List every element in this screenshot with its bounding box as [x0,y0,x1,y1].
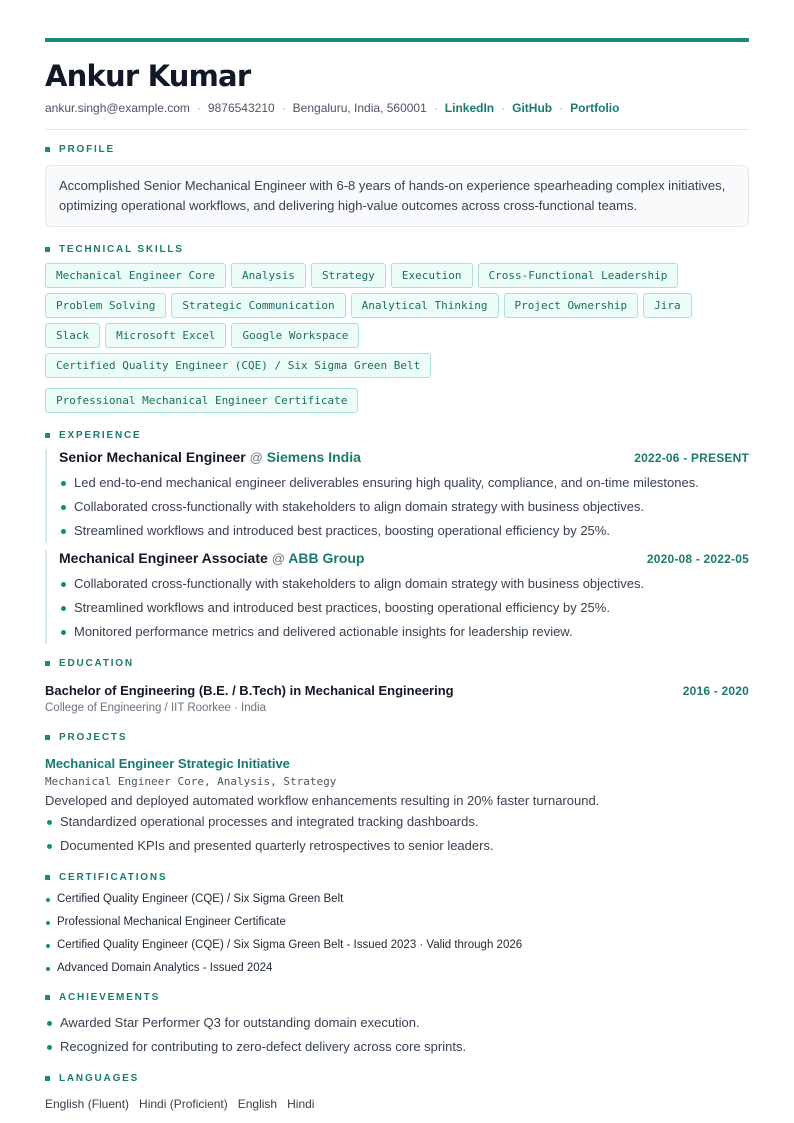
project-tech: Mechanical Engineer Core, Analysis, Strategy [45,775,337,788]
contact-line [45,101,749,115]
section-title-education: EDUCATION [45,658,749,669]
job-role: Mechanical Engineer Associate [59,550,268,566]
list-item: Professional Mechanical Engineer Certificate [45,911,749,934]
at-sign: @ [249,450,263,465]
job-header [59,449,749,465]
project-entry [45,756,749,858]
list-item: Streamlined workflows and introduced best practices, boosting operational efficiency by 25%. [59,596,749,620]
square-bullet-icon [45,1076,50,1081]
at-sign: @ [271,551,285,566]
square-bullet-icon [45,735,50,740]
list-item: Standardized operational processes and integrated tracking dashboards. [45,810,749,834]
section-title-languages: LANGUAGES [45,1073,749,1084]
list-item: Collaborated cross-functionally with stakeholders to align domain strategy with business objectives. [59,495,749,519]
section-title-experience: EXPERIENCE [45,430,749,441]
project-bullets [45,810,749,858]
list-item: Collaborated cross-functionally with stakeholders to align domain strategy with business objectives. [59,572,749,596]
education-dates: 2016 - 2020 [682,684,749,698]
job-header [59,550,749,566]
language-item: Hindi (Proficient) [139,1097,228,1111]
section-title-certifications: CERTIFICATIONS [45,872,749,883]
list-item: Led end-to-end mechanical engineer deliverables ensuring high quality, compliance, and on-time milestones. [59,471,749,495]
language-item: Hindi [287,1097,315,1111]
job-bullets [59,572,749,644]
education-header [45,683,749,698]
separator: · [559,101,564,115]
email[interactable]: ankur.singh@example.com [45,101,190,115]
list-item: Streamlined workflows and introduced best practices, boosting operational efficiency by 25%. [59,519,749,543]
square-bullet-icon [45,995,50,1000]
school: College of Engineering / IIT Roorkee · India [45,702,266,714]
job-dates: 2022-06 - PRESENT [634,451,749,465]
company-name: ABB Group [288,550,365,566]
list-item: Documented KPIs and presented quarterly retrospectives to senior leaders. [45,834,749,858]
skill-chip: Microsoft Excel [105,323,226,348]
section-title-achievements: ACHIEVEMENTS [45,992,749,1003]
list-item: Advanced Domain Analytics - Issued 2024 [45,957,749,980]
skill-chip: Strategic Communication [171,293,345,318]
skill-chip: Analytical Thinking [351,293,499,318]
accent-bar [45,38,749,42]
skills-list [45,263,749,413]
skill-chip: Professional Mechanical Engineer Certificate [45,388,358,413]
separator: · [501,101,506,115]
github-link[interactable]: GitHub [512,101,553,115]
degree: Bachelor of Engineering (B.E. / B.Tech) in Mechanical Engineering [45,683,454,698]
skill-chip: Problem Solving [45,293,166,318]
skill-chip: Slack [45,323,100,348]
skill-chip: Certified Quality Engineer (CQE) / Six Sigma Green Belt [45,353,431,378]
language-item: English [237,1097,278,1111]
linkedin-link[interactable]: LinkedIn [444,101,495,115]
job-dates: 2020-08 - 2022-05 [646,552,749,566]
candidate-name: Ankur Kumar [45,59,251,93]
company-name: Siemens India [266,449,361,465]
project-description: Developed and deployed automated workflow enhancements resulting in 20% faster turnaround. [45,793,600,808]
skill-chip: Mechanical Engineer Core [45,263,226,288]
resume-page [45,38,749,1111]
list-item: Certified Quality Engineer (CQE) / Six Sigma Green Belt - Issued 2023 · Valid through 2026 [45,934,749,957]
achievements-list [45,1011,749,1059]
language-item: English (Fluent) [45,1097,130,1111]
divider [45,129,749,130]
separator: · [433,101,438,115]
education-entry [45,683,749,714]
languages-list [45,1097,749,1111]
list-item: Awarded Star Performer Q3 for outstanding domain execution. [45,1011,749,1035]
skill-chip: Execution [391,263,473,288]
square-bullet-icon [45,661,50,666]
skill-chip: Cross-Functional Leadership [478,263,679,288]
skill-chip: Project Ownership [504,293,639,318]
certifications-list [45,888,749,980]
profile-summary: Accomplished Senior Mechanical Engineer with 6-8 years of hands-on experience spearheading complex initiatives, optimizing operational workflows, and delivering high-value outcomes across cross-functional teams. [45,165,749,227]
square-bullet-icon [45,147,50,152]
job-bullets [59,471,749,543]
job-entry [45,550,749,644]
job-title [59,449,361,465]
skill-chip: Google Workspace [231,323,359,348]
project-title: Mechanical Engineer Strategic Initiative [45,756,290,771]
section-title-profile: PROFILE [45,144,749,155]
list-item: Certified Quality Engineer (CQE) / Six Sigma Green Belt [45,888,749,911]
phone: 9876543210 [207,101,275,115]
skill-chip: Jira [643,293,692,318]
job-entry [45,449,749,543]
list-item: Monitored performance metrics and delivered actionable insights for leadership review. [59,620,749,644]
separator: · [281,101,286,115]
job-title [59,550,364,566]
skill-chip: Analysis [231,263,306,288]
square-bullet-icon [45,433,50,438]
section-title-skills: TECHNICAL SKILLS [45,244,749,255]
separator: · [196,101,201,115]
skill-chip: Strategy [311,263,386,288]
square-bullet-icon [45,247,50,252]
portfolio-link[interactable]: Portfolio [570,101,620,115]
section-title-projects: PROJECTS [45,732,749,743]
location: Bengaluru, India, 560001 [292,101,427,115]
job-role: Senior Mechanical Engineer [59,449,246,465]
square-bullet-icon [45,875,50,880]
list-item: Recognized for contributing to zero-defect delivery across core sprints. [45,1035,749,1059]
